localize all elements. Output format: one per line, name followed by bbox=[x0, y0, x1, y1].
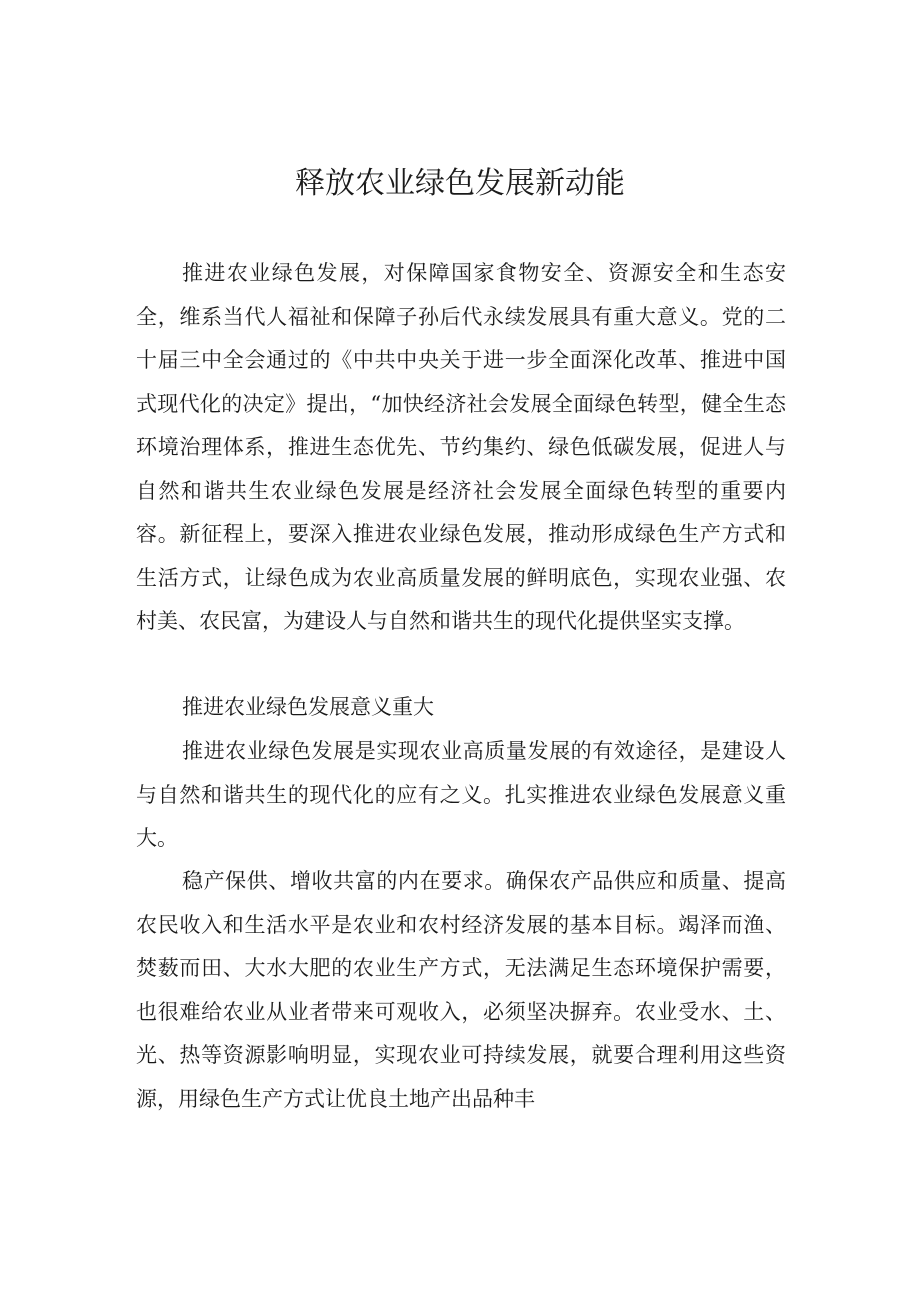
section-heading: 推进农业绿色发展意义重大 bbox=[182, 695, 434, 719]
document-title: 释放农业绿色发展新动能 bbox=[295, 166, 625, 201]
intro-paragraph: 推进农业绿色发展，对保障国家食物安全、资源安全和生态安全，维系当代人福祉和保障子孙后代永续发展具有重大意义。党的二十届三中全会通过的《中共中央关于进一步全面深化改革、推进中国式现代化的决定》提出，“加快经济社会发展全面绿色转型，健全生态环境治理体系，推进生态优先、节约集约、绿色低碳发展，促进人与自然和谐共生农业绿色发展是经济社会发展全面绿色转型的重要内容。新征程上，要深入推进农业绿色发展，推动形成绿色生产方式和生活方式，让绿色成为农业高质量发展的鲜明底色，实现农业强、农村美、农民富，为建设人与自然和谐共生的现代化提供坚实支撑。 bbox=[136, 261, 786, 633]
section-paragraph: 推进农业绿色发展是实现农业高质量发展的有效途径，是建设人与自然和谐共生的现代化的应有之义。扎实推进农业绿色发展意义重大。 bbox=[136, 739, 786, 850]
section-paragraph: 稳产保供、增收共富的内在要求。确保农产品供应和质量、提高农民收入和生活水平是农业和农村经济发展的基本目标。竭泽而渔、焚薮而田、大水大肥的农业生产方式，无法满足生态环境保护需要，也很难给农业从业者带来可观收入，必须坚决摒弃。农业受水、土、光、热等资源影响明显，实现农业可持续发展，就要合理利用这些资源，用绿色生产方式让优良土地产出品种丰 bbox=[136, 869, 786, 1111]
